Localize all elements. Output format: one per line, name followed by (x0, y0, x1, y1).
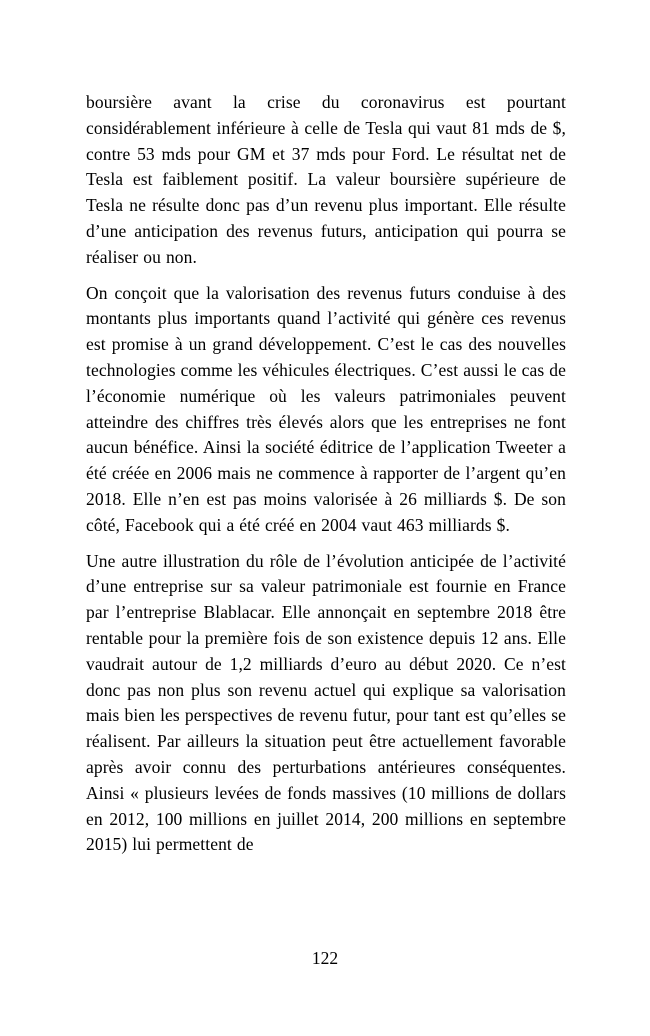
page-number: 122 (311, 948, 339, 968)
paragraph-3: Une autre illustration du rôle de l’évolution anticipée de l’activité d’une entreprise sur sa valeur patrimoniale est fournie en France par l’entreprise Blablacar. Elle annonçait en septembre 2018 être rentable pour la première fois de son existence depuis 12 ans. Elle vaudrait autour de 1,2 milliards d’euro au début 2020. Ce n’est donc pas non plus son revenu actuel qui explique sa valorisation mais bien les perspectives de revenu futur, pour tant est qu’elles se réalisent. Par ailleurs la situation peut être actuellement favorable après avoir connu des perturbations antérieures conséquentes. Ainsi « plusieurs levées de fonds massives (10 millions de dollars en 2012, 100 millions en juillet 2014, 200 millions en septembre 2015) lui permettent de (86, 550, 566, 855)
paragraph-1: boursière avant la crise du coronavirus est pourtant considérablement inférieure à celle de Tesla qui vaut 81 mds de $, contre 53 mds pour GM et 37 mds pour Ford. Le résultat net de Tesla est faiblement positif. La valeur boursière supérieure de Tesla ne résulte donc pas d’un revenu plus important. Elle résulte d’une anticipation des revenus futurs, anticipation qui pourra se réaliser ou non. (86, 92, 566, 267)
document-page (86, 0, 566, 1036)
paragraph-2: On conçoit que la valorisation des revenus futurs conduise à des montants plus importants quand l’activité qui génère ces revenus est promise à un grand développement. C’est le cas des nouvelles technologies comme les véhicules électriques. C’est aussi le cas de l’économie numérique où les valeurs patrimoniales peuvent atteindre des chiffres très élevés alors que les entreprises ne font aucun bénéfice. Ainsi la société éditrice de l’application Tweeter a été créée en 2006 mais ne commence à rapporter de l’argent qu’en 2018. Elle n’en est pas moins valorisée à 26 milliards $. De son côté, Facebook qui a été créé en 2004 vaut 463 milliards $. (86, 282, 566, 535)
